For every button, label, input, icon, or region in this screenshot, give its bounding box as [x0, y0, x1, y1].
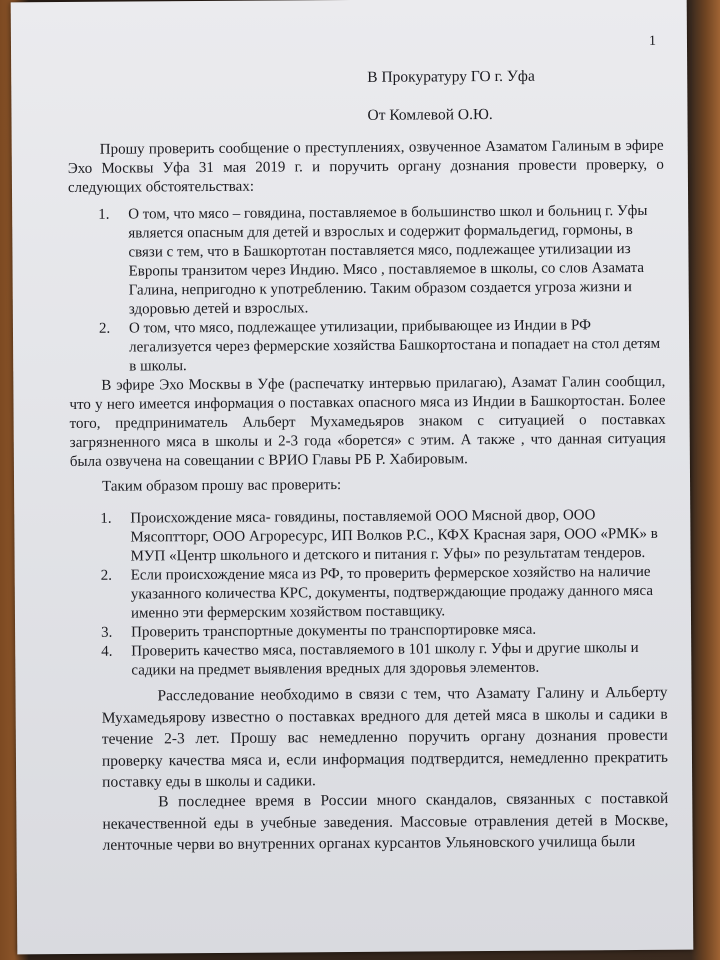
investigation-paragraph: Расследование необходимо в связи с тем, что Азамату Галину и Альберту Мухамедьярову известно о поставках вредного для детей мяса в школы и садики в течение 2-3 лет. Прошу вас немедленно поручить органу дознания провести проверку качества мяса и, если информация подтвердится, немедленно прекратить поставку еды в школы и садики.: [101, 683, 669, 791]
list-text: О том, что мясо – говядина, поставляемое в большинство школ и больниц г. Уфы является опасным для детей и взрослых и содержит формальдегид, гормоны, в связи с тем, что в Башкортотан поставляется мясо, подлежащее утилизации из Европы транзитом через Индию. Мясо , поставляемое в школы, со слов Азамата Галина, непригодно к употреблению. Таким образом создается угроза жизни и здоровью детей и взрослых.: [128, 202, 648, 318]
list-item: [101, 639, 667, 681]
list-text: Происхождение мяса- говядины, поставляемой ООО Мясной двор, ООО Мясоптторг, ООО Агроресурс, ИП Волков Р.С., КФХ Красная заря, ООО «РМК» в МУП «Центр школьного и детского и питания г. Уфы» по результатам тендеров.: [130, 507, 658, 565]
list-text: Если происхождение мяса из РФ, то проверить фермерское хозяйство на наличие указанного количества КРС, документы, подтверждающие продажу данного мяса именно эти фермерским хозяйством поставщику.: [130, 563, 654, 622]
document-page: [11, 0, 694, 954]
checks-list: [100, 506, 667, 681]
list-text: Проверить качество мяса, поставляемого в 101 школу г. Уфы и другие школы и садики на предмет выявления вредных для здоровья элементов.: [131, 640, 639, 679]
scandals-paragraph: В последнее время в России много скандалов, связанных с поставкой некачественной еды в учебные заведения. Массовые отравления детей в Москве, ленточные черви во внутренних органах курсантов Ульяновского училища были: [102, 789, 669, 854]
addressee: В Прокуратуру ГО г. Уфа: [367, 67, 535, 86]
interview-paragraph: В эфире Эхо Москвы в Уфе (распечатку интервью прилагаю), Азамат Галин сообщил, что у него имеется информация о поставках опасного мяса из Индии в Башкортостан. Более того, предприниматель Альберт Мухамедьяров знаком с ситуацией о поставках загрязненного мяса в школы и 2-3 года «борется» с этим. А также , что данная ситуация была озвучена на совещании с ВРИО Главы РБ Р. Хабировым.: [69, 373, 666, 470]
list-text: Проверить транспортные документы по транспортировке мяса.: [131, 621, 537, 641]
list-text: О том, что мясо, подлежащее утилизации, прибывающее из Индии в РФ легализуется через фермерские хозяйства Башкортостана и попадает на стол детям в школы.: [128, 317, 661, 375]
list-number: 2.: [100, 567, 112, 584]
list-item: [101, 563, 667, 624]
list-item: [100, 506, 666, 567]
page-number: 1: [648, 33, 657, 49]
list-number: 1.: [100, 510, 112, 527]
list-item: [99, 316, 665, 377]
list-number: 2.: [98, 320, 111, 337]
circumstances-list: [98, 202, 665, 377]
list-number: 3.: [101, 624, 113, 641]
sender: От Комлевой О.Ю.: [367, 106, 493, 124]
list-item: [98, 202, 665, 320]
intro-paragraph: Прошу проверить сообщение о преступлениях, озвученное Азаматом Галиным в эфире Эхо Москвы Уфа 31 мая 2019 г. и поручить органу дознания провести проверку, о следующих обстоятельствах:: [67, 137, 664, 196]
request-intro: Таким образом прошу вас проверить:: [102, 477, 342, 495]
list-number: 1.: [98, 206, 110, 223]
list-number: 4.: [101, 643, 113, 660]
